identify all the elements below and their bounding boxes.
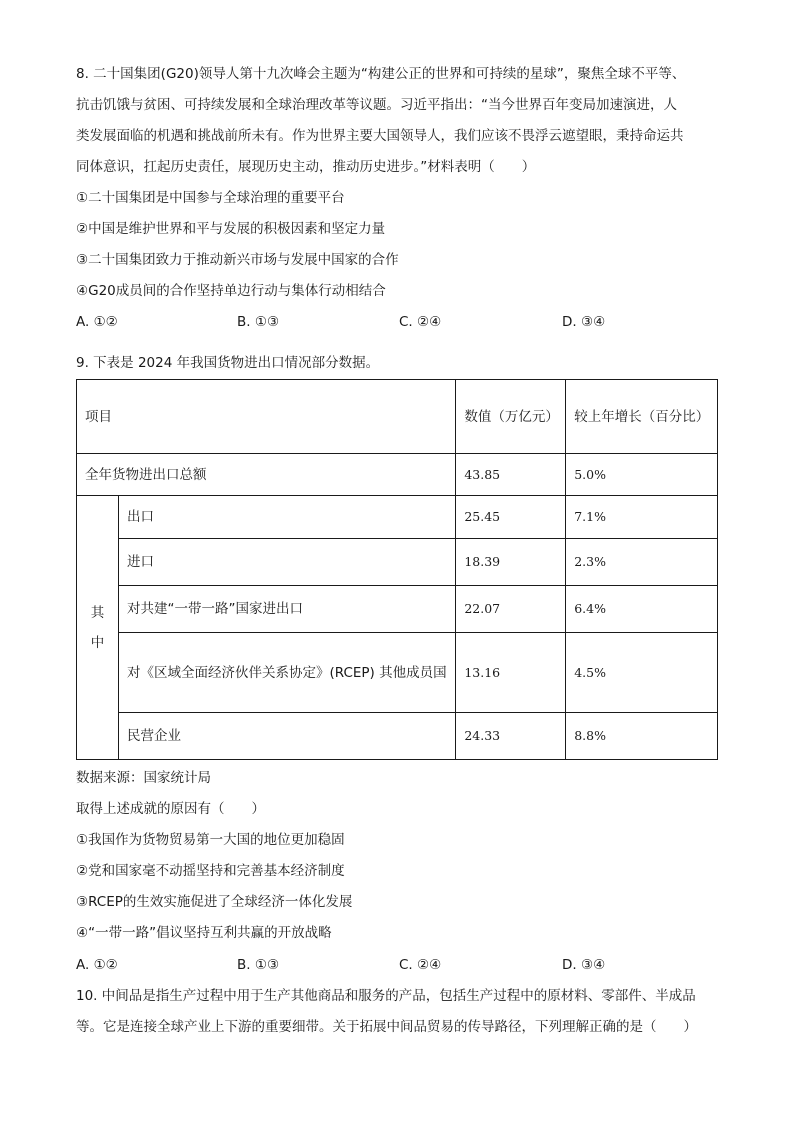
header-item: 项目 [77, 380, 456, 454]
q9-statement-2: ②党和国家毫不动摇坚持和完善基本经济制度 [76, 863, 345, 879]
table-row-total [77, 454, 718, 496]
q9-question: 取得上述成就的原因有（ ） [76, 801, 265, 817]
q9-option-a[interactable]: A. ①② [76, 957, 118, 973]
row-value: 13.16 [456, 633, 566, 713]
row-value: 25.45 [456, 496, 566, 539]
q9-statement-4: ④“一带一路”倡议坚持互利共赢的开放战略 [76, 925, 332, 941]
q8-statement-2: ②中国是维护世界和平与发展的积极因素和坚定力量 [76, 221, 386, 237]
row-growth: 4.5% [566, 633, 718, 713]
q8-stem-line-4: 同体意识，扛起历史责任，展现历史主动，推动历史进步。”材料表明（ ） [76, 159, 536, 175]
table-row [77, 713, 718, 760]
table-header-row [77, 380, 718, 454]
q9-option-d[interactable]: D. ③④ [562, 957, 606, 973]
row-label: 对《区域全面经济伙伴关系协定》(RCEP) 其他成员国 [118, 633, 455, 713]
q9-options [76, 955, 716, 975]
row-label: 出口 [118, 496, 455, 539]
row-growth: 2.3% [566, 539, 718, 586]
table-row [77, 539, 718, 586]
q9-option-b[interactable]: B. ①③ [237, 957, 280, 973]
group-label-char-2: 中 [90, 634, 105, 651]
q8-statement-3: ③二十国集团致力于推动新兴市场与发展中国家的合作 [76, 252, 399, 268]
total-growth: 5.0% [566, 454, 718, 496]
q10-stem-line-2: 等。它是连接全球产业上下游的重要细带。关于拓展中间品贸易的传导路径，下列理解正确的是（ ） [76, 1019, 697, 1035]
q10-stem-line-1: 10. 中间品是指生产过程中用于生产其他商品和服务的产品，包括生产过程中的原材料、零部件、半成品 [76, 988, 696, 1004]
row-label: 对共建“一带一路”国家进出口 [118, 586, 455, 633]
table-row [77, 586, 718, 633]
group-label-cell [77, 496, 119, 760]
trade-data-table [76, 379, 718, 760]
row-value: 22.07 [456, 586, 566, 633]
header-value: 数值（万亿元） [456, 380, 566, 454]
row-value: 24.33 [456, 713, 566, 760]
q8-option-a[interactable]: A. ①② [76, 314, 118, 330]
q8-stem-line-1: 8. 二十国集团(G20)领导人第十九次峰会主题为“构建公正的世界和可持续的星球”，聚焦全球不平等、 [76, 66, 686, 82]
row-growth: 8.8% [566, 713, 718, 760]
q9-statement-1: ①我国作为货物贸易第一大国的地位更加稳固 [76, 832, 345, 848]
total-value: 43.85 [456, 454, 566, 496]
header-growth: 较上年增长（百分比） [566, 380, 718, 454]
q8-option-b[interactable]: B. ①③ [237, 314, 280, 330]
group-label-char-1: 其 [90, 604, 105, 621]
total-label: 全年货物进出口总额 [77, 454, 456, 496]
row-label: 民营企业 [118, 713, 455, 760]
q8-option-c[interactable]: C. ②④ [399, 314, 442, 330]
q8-statement-1: ①二十国集团是中国参与全球治理的重要平台 [76, 190, 345, 206]
row-value: 18.39 [456, 539, 566, 586]
q8-option-d[interactable]: D. ③④ [562, 314, 606, 330]
q8-options [76, 312, 716, 332]
row-growth: 7.1% [566, 496, 718, 539]
q9-data-source: 数据来源：国家统计局 [76, 770, 211, 786]
table-row [77, 633, 718, 713]
q8-statement-4: ④G20成员间的合作坚持单边行动与集体行动相结合 [76, 283, 386, 299]
row-growth: 6.4% [566, 586, 718, 633]
table-row [77, 496, 718, 539]
q9-intro: 9. 下表是 2024 年我国货物进出口情况部分数据。 [76, 355, 380, 371]
q8-stem-line-3: 类发展面临的机遇和挑战前所未有。作为世界主要大国领导人，我们应该不畏浮云遮望眼，秉持命运共 [76, 128, 684, 144]
q9-statement-3: ③RCEP的生效实施促进了全球经济一体化发展 [76, 894, 353, 910]
q9-option-c[interactable]: C. ②④ [399, 957, 442, 973]
row-label: 进口 [118, 539, 455, 586]
q8-stem-line-2: 抗击饥饿与贫困、可持续发展和全球治理改革等议题。习近平指出：“当今世界百年变局加速演进，人 [76, 97, 677, 113]
